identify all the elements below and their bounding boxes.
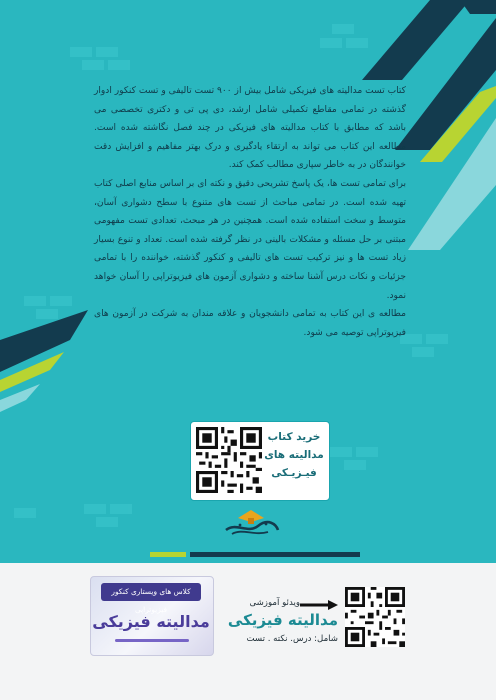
buy-line-1: خرید کتاب bbox=[267, 431, 321, 443]
qr-code-icon[interactable] bbox=[196, 427, 262, 493]
description-paragraph-2: برای تمامی تست ها، یک پاسخ تشریحی دقیق و نکته ای بر اساس منابع اصلی کتاب تهیه شده است. در تمامی مباحث از تست های متنوع با سطح دشواری آسان، متوسط و سخت استفاده شده است. همچنین در هر مبحث، تعدادی تست مفهومی مبتنی بر حل مسئله و مشکلات بالینی در نظر گرفته شده است. تعداد و تنوع بسیار زیاد تست ها و نیز ترکیب تست های تالیفی و کنکور گذشته، خواننده را با تمامی جزئیات و نکات درس آشنا ساخته و دشواری آزمون های فیزیوتراپی را آسان خواهد نمود. bbox=[94, 178, 406, 301]
qr-code-icon[interactable] bbox=[345, 587, 405, 647]
buy-line-2: مدالیته های bbox=[264, 449, 324, 461]
video-label: ویدئو آموزشی bbox=[249, 598, 300, 608]
publisher-logo-icon bbox=[218, 504, 284, 538]
description bbox=[94, 82, 406, 342]
badge-underline bbox=[115, 639, 189, 642]
badge-title: مدالیته فیزیکی bbox=[92, 612, 210, 631]
description-paragraph-3: مطالعه ی این کتاب به تمامی دانشجویان و علاقه مندان به شرکت در آزمون های فیزیوتراپی توصیه می شود. bbox=[94, 309, 406, 338]
badge-top-label: کلاس های ویستاری کنکور فیزیوتراپی bbox=[101, 583, 201, 601]
description-paragraph-1: کتاب تست مدالیته های فیزیکی شامل بیش از ۹۰۰ تست تالیفی و تست کنکور ادوار گذشته در تمامی مقاطع تکمیلی شامل ارشد، دی پی تی و دکتری تخصصی می باشد که مطابق با کتاب مدالیته های فیزیکی در چند فصل نگاشته شده است. مطالعه این کتاب می تواند به ارتقاء یادگیری و درک بهتر مفاهیم و افزایش دقت خوانندگان در به خاطر سپاری مطالب کمک کند. bbox=[94, 86, 406, 171]
video-subtitle: شامل: درس. نکته . تست bbox=[246, 634, 338, 644]
buy-book-label[interactable] bbox=[264, 428, 324, 482]
video-course-badge[interactable] bbox=[90, 576, 214, 656]
buy-line-3: فیـزیـکی bbox=[271, 467, 317, 479]
arrow-right-icon bbox=[300, 600, 338, 610]
video-title: مدالیته فیزیکی bbox=[227, 611, 338, 629]
bottom-band bbox=[0, 563, 496, 700]
